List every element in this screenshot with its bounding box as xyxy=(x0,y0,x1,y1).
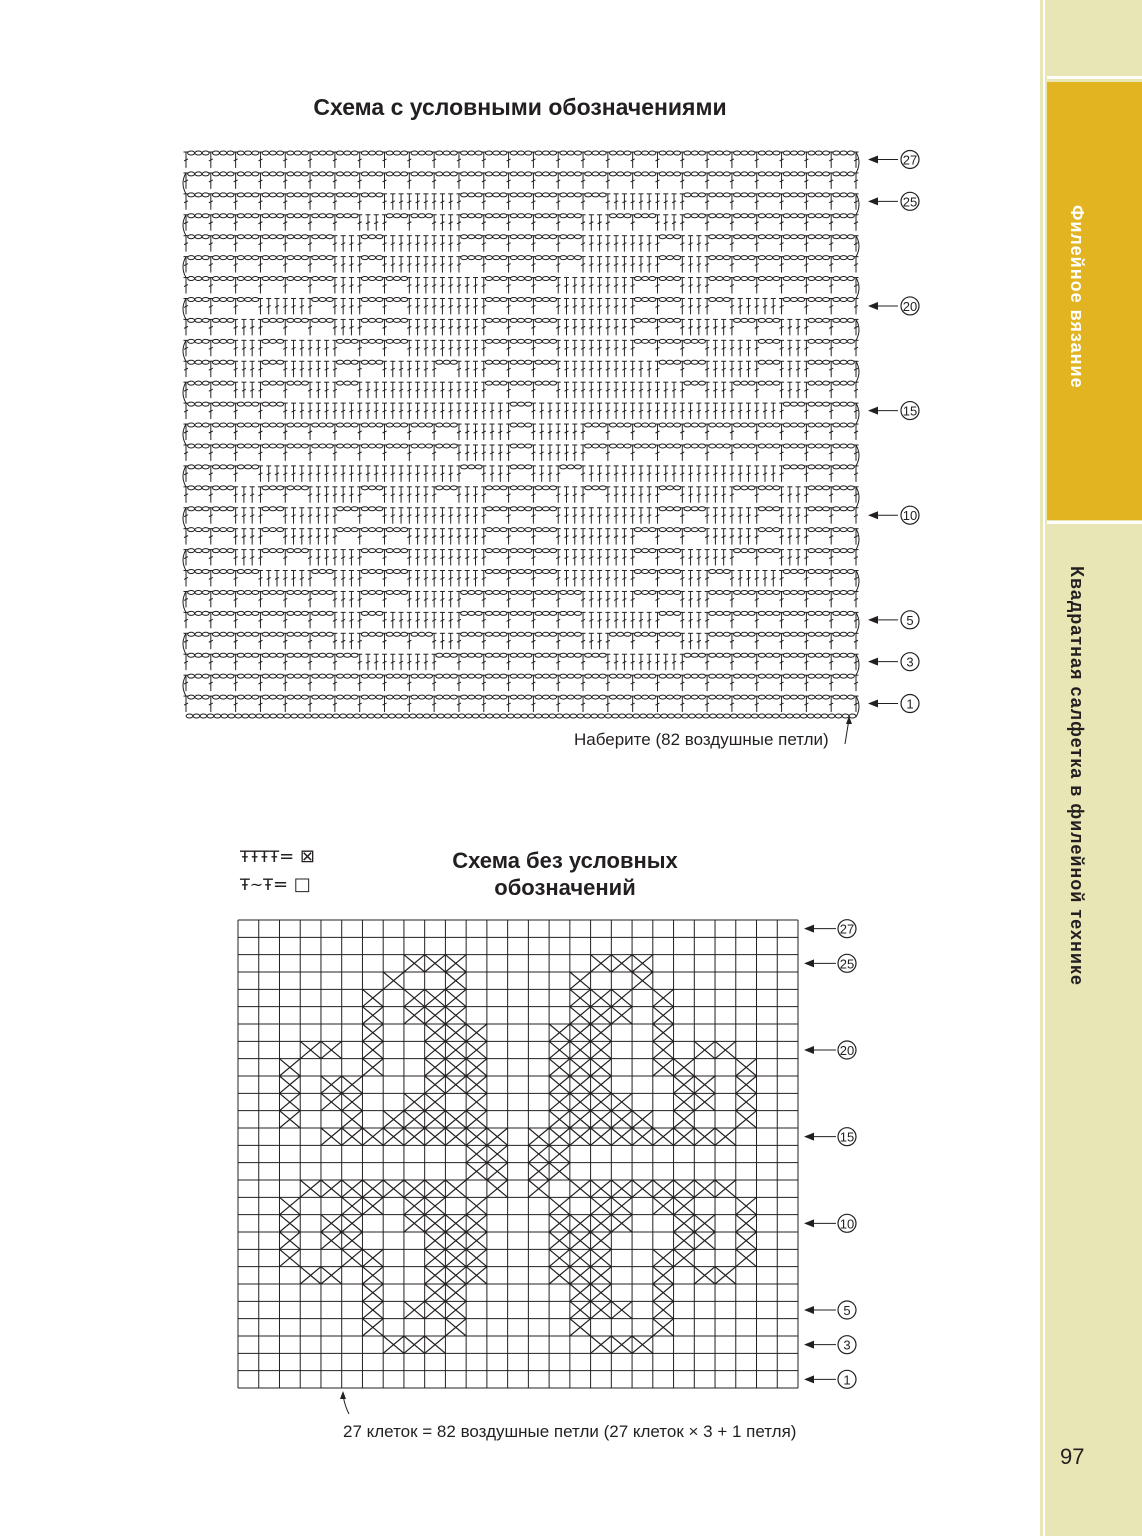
section-label: Филейное вязание xyxy=(1067,205,1087,389)
article-label: Квадратная салфетка в филейной технике xyxy=(1067,566,1087,986)
sidebar-separator-top xyxy=(1047,76,1142,79)
sidebar-divider xyxy=(1043,0,1045,1536)
page-number: 97 xyxy=(1060,1444,1085,1469)
article-tab xyxy=(1047,528,1142,1536)
diagram-top-title: Схема с условными обозначениями xyxy=(313,94,727,120)
sidebar-separator-middle xyxy=(1047,521,1142,524)
section-tab xyxy=(1047,82,1142,520)
